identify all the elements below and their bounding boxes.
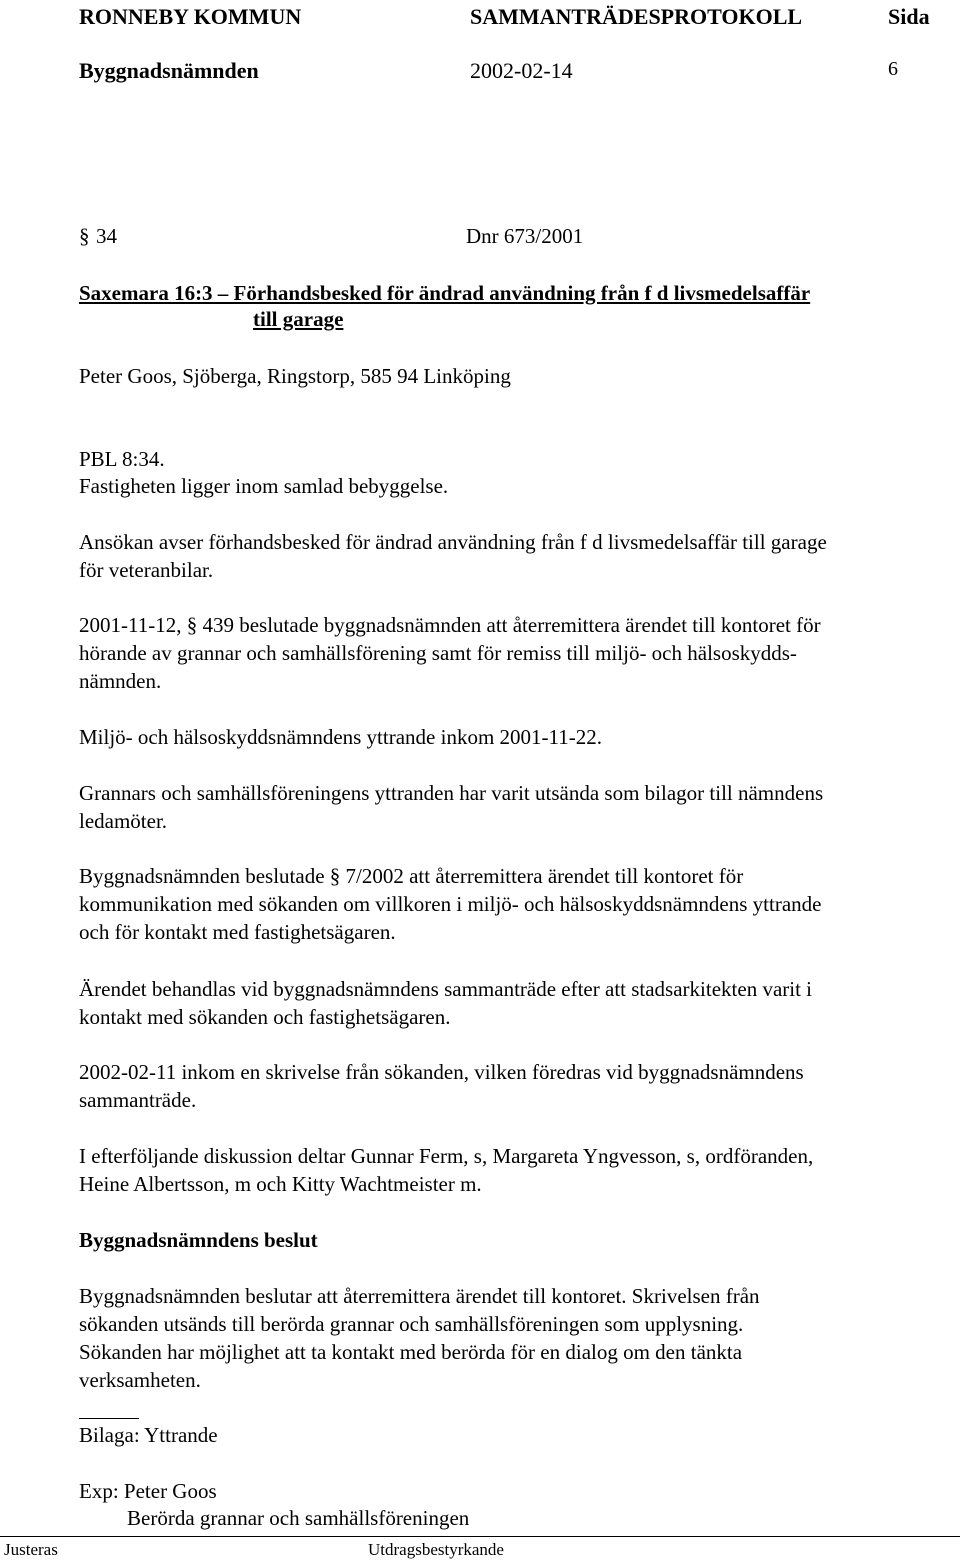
decision-heading: Byggnadsnämndens beslut (79, 1228, 318, 1252)
p5-line-1: Ärendet behandlas vid byggnadsnämndens sammanträde efter att stadsarkitekten varit i (79, 977, 813, 1001)
paragraph-2: Miljö- och hälsoskyddsnämndens yttrande inkom 2001-11-22. (79, 725, 602, 749)
separator-line (79, 1418, 139, 1419)
decision-line-1: Byggnadsnämnden beslutar att återremittera ärendet till kontoret. Skrivelsen från (79, 1284, 760, 1308)
p1-line-2: hörande av grannar och samhällsförening samt för remiss till miljö- och hälsoskydds- (79, 641, 797, 665)
p7-line-2: Heine Albertsson, m och Kitty Wachtmeister m. (79, 1172, 482, 1196)
application-line-1: Ansökan avser förhandsbesked för ändrad användning från f d livsmedelsaffär till garage (79, 530, 827, 554)
p5-line-2: kontakt med sökanden och fastighetsägaren. (79, 1005, 451, 1029)
paragraph-1 (79, 611, 939, 695)
application-paragraph (79, 528, 939, 584)
attachment-note: Bilaga: Yttrande (79, 1423, 218, 1447)
application-line-2: för veteranbilar. (79, 558, 214, 582)
item-number: 34 (96, 224, 117, 248)
p3-line-2: ledamöter. (79, 809, 168, 833)
p4-line-3: och för kontakt med fastighetsägaren. (79, 920, 396, 944)
item-title-line-1: Saxemara 16:3 – Förhandsbesked för ändrad användning från f d livsmedelsaffär (79, 281, 811, 305)
p7-line-1: I efterföljande diskussion deltar Gunnar Ferm, s, Margareta Yngvesson, s, ordföranden, (79, 1144, 814, 1168)
paragraph-4 (79, 862, 939, 946)
p3-line-1: Grannars och samhällsföreningens yttranden har varit utsända som bilagor till nämndens (79, 781, 824, 805)
section-symbol: § (79, 224, 90, 248)
decision-line-4: verksamheten. (79, 1368, 201, 1392)
p4-start: Byggnadsnämnden beslutade (79, 864, 325, 888)
org-name: RONNEBY KOMMUN (79, 4, 302, 29)
doc-type: SAMMANTRÄDESPROTOKOLL (470, 4, 803, 29)
p4-text: 7/2002 att återremittera ärendet till kontoret för (345, 864, 744, 888)
committee-name: Byggnadsnämnden (79, 58, 259, 83)
utdrag-label: Utdragsbestyrkande (368, 1540, 504, 1559)
dnr: Dnr 673/2001 (466, 224, 584, 248)
meeting-date: 2002-02-14 (470, 58, 573, 83)
p6-line-1: 2002-02-11 inkom en skrivelse från sökanden, vilken föredras vid byggnadsnämndens (79, 1060, 804, 1084)
distribution-line-1: Exp: Peter Goos (79, 1479, 217, 1503)
paragraph-3 (79, 779, 939, 835)
paragraph-7 (79, 1142, 939, 1198)
page-number: 6 (888, 58, 898, 80)
page-label: Sida (888, 4, 930, 29)
property-note: Fastigheten ligger inom samlad bebyggelse. (79, 474, 449, 498)
pbl-reference: PBL 8:34. (79, 447, 165, 471)
decision-line-2: sökanden utsänds till berörda grannar och samhällsföreningen som upplysning. (79, 1312, 744, 1336)
decision-line-3: Sökanden har möjlighet att ta kontakt med berörda för en dialog om den tänkta (79, 1340, 743, 1364)
p1-date: 2001-11-12, (79, 613, 182, 637)
p4-line-2: kommunikation med sökanden om villkoren i miljö- och hälsoskyddsnämndens yttrande (79, 892, 822, 916)
footer-rule (0, 1536, 960, 1537)
paragraph-5 (79, 975, 939, 1031)
justeras-label: Justeras (4, 1540, 58, 1559)
section-symbol: § (186, 613, 198, 637)
distribution-line-2: Berörda grannar och samhällsföreningen (127, 1506, 470, 1530)
paragraph-6 (79, 1058, 939, 1114)
item-title-line-2: till garage (253, 307, 344, 331)
p6-line-2: sammanträde. (79, 1088, 197, 1112)
section-symbol: § (329, 864, 341, 888)
decision-paragraph (79, 1282, 939, 1394)
p1-line-3: nämnden. (79, 669, 162, 693)
applicant: Peter Goos, Sjöberga, Ringstorp, 585 94 Linköping (79, 364, 511, 388)
p1-text: 439 beslutade byggnadsnämnden att återremittera ärendet till kontoret för (202, 613, 821, 637)
